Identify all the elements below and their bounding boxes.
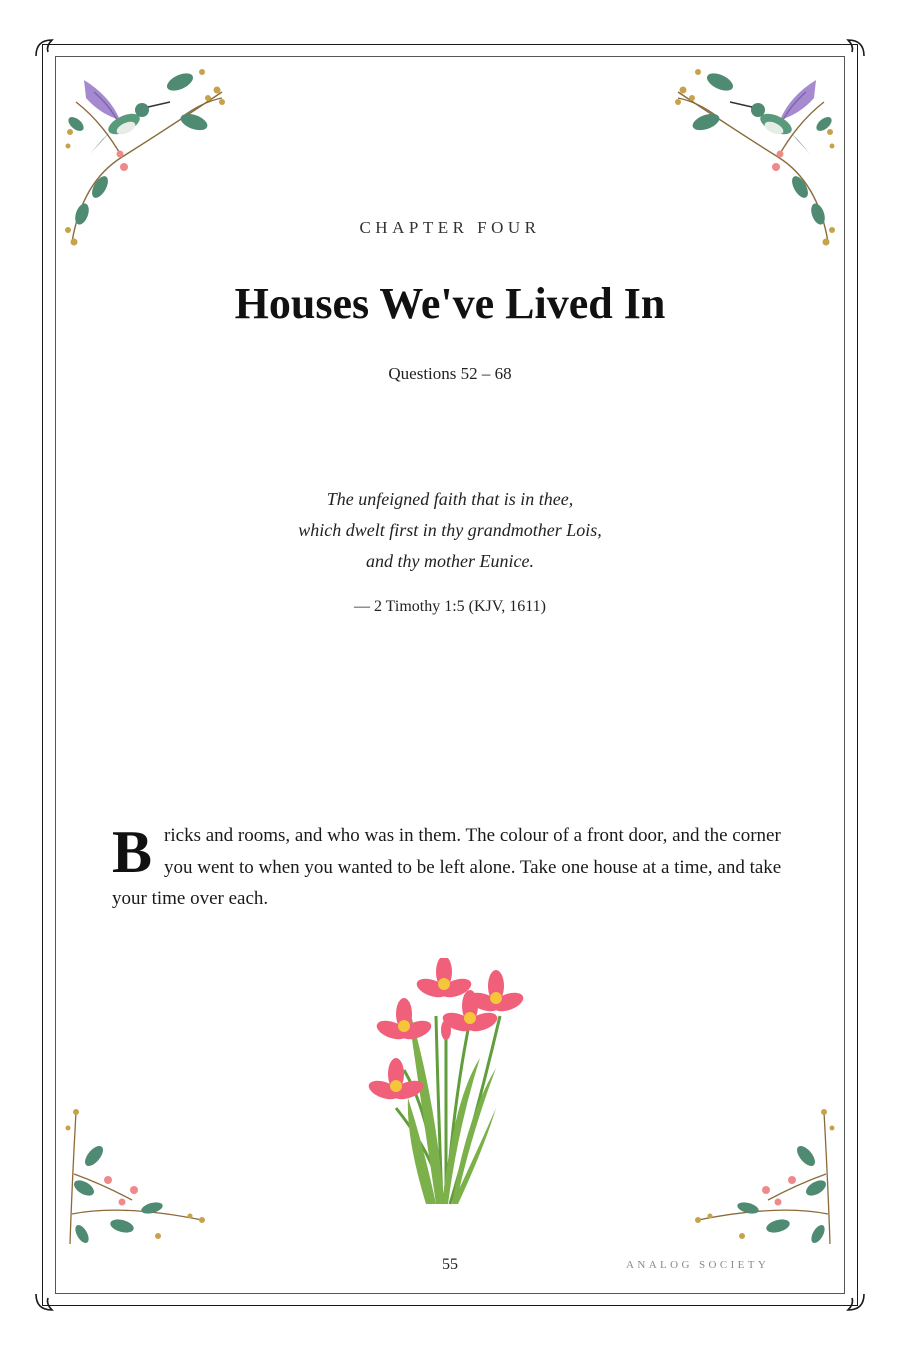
epigraph-quote [0, 484, 900, 577]
epigraph-attribution: — 2 Timothy 1:5 (KJV, 1611) [353, 598, 547, 615]
chapter-title: Houses We've Lived In [234, 279, 666, 328]
intro-paragraph [112, 820, 792, 915]
alstroemeria-bouquet-illustration [366, 958, 536, 1208]
drop-cap: B [112, 819, 153, 885]
chapter-label: CHAPTER FOUR [359, 218, 541, 237]
question-range: Questions 52 – 68 [388, 364, 512, 383]
intro-text: ricks and rooms, and who was in them. The colour of a front door, and the corner you went to when you wanted to be left alone. Take one house at a time, and take your time over each. [112, 825, 782, 909]
epigraph-line: and thy mother Eunice. [366, 551, 534, 571]
epigraph-line: The unfeigned faith that is in thee, [326, 489, 574, 509]
publisher-mark: ANALOG SOCIETY [626, 1259, 770, 1271]
floral-sprig-corner-bottom-left [62, 1104, 212, 1249]
floral-sprig-corner-bottom-right [688, 1104, 838, 1249]
epigraph-line: which dwelt first in thy grandmother Lois, [298, 520, 602, 540]
hummingbird-icon [84, 80, 170, 154]
page-number: 55 [442, 1256, 458, 1273]
